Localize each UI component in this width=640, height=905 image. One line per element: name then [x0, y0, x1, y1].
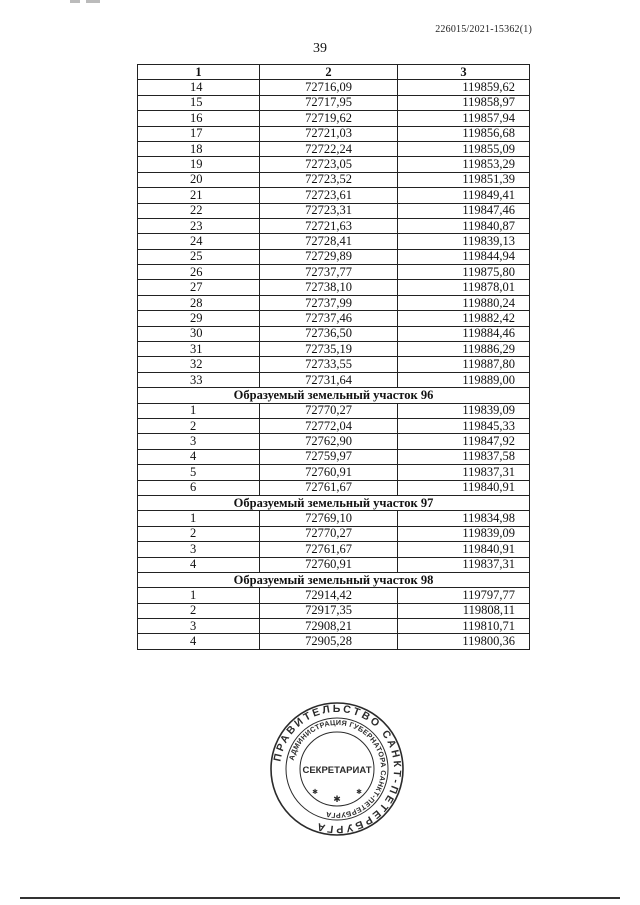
y-coordinate: 119800,36: [398, 634, 530, 649]
y-coordinate: 119857,94: [398, 111, 530, 126]
x-coordinate: 72723,52: [260, 172, 398, 187]
table-row: [138, 403, 530, 418]
x-coordinate: 72760,91: [260, 465, 398, 480]
point-number: 21: [138, 188, 260, 203]
x-coordinate: 72716,09: [260, 80, 398, 95]
table-row: [138, 418, 530, 433]
table-row: [138, 357, 530, 372]
x-coordinate: 72729,89: [260, 249, 398, 264]
x-coordinate: 72762,90: [260, 434, 398, 449]
point-number: 3: [138, 619, 260, 634]
section-title: Образуемый земельный участок 96: [138, 388, 530, 403]
y-coordinate: 119840,87: [398, 218, 530, 233]
x-coordinate: 72731,64: [260, 372, 398, 387]
y-coordinate: 119847,92: [398, 434, 530, 449]
x-coordinate: 72769,10: [260, 511, 398, 526]
table-row: [138, 218, 530, 233]
table-row: [138, 372, 530, 387]
x-coordinate: 72772,04: [260, 418, 398, 433]
point-number: 18: [138, 141, 260, 156]
y-coordinate: 119884,46: [398, 326, 530, 341]
point-number: 1: [138, 588, 260, 603]
seal-star-icon: ✱: [333, 794, 341, 804]
y-coordinate: 119840,91: [398, 480, 530, 495]
point-number: 28: [138, 295, 260, 310]
table-header-row: [138, 65, 530, 80]
point-number: 22: [138, 203, 260, 218]
point-number: 23: [138, 218, 260, 233]
x-coordinate: 72721,63: [260, 218, 398, 233]
table-row: [138, 511, 530, 526]
table-row: [138, 203, 530, 218]
section-title-row: [138, 495, 530, 510]
x-coordinate: 72914,42: [260, 588, 398, 603]
table-row: [138, 434, 530, 449]
point-number: 20: [138, 172, 260, 187]
x-coordinate: 72760,91: [260, 557, 398, 572]
column-header: 3: [398, 65, 530, 80]
y-coordinate: 119840,91: [398, 542, 530, 557]
table-body: [138, 80, 530, 649]
x-coordinate: 72770,27: [260, 403, 398, 418]
table-row: [138, 465, 530, 480]
point-number: 3: [138, 434, 260, 449]
x-coordinate: 72733,55: [260, 357, 398, 372]
table-row: [138, 188, 530, 203]
seal-center-text: СЕКРЕТАРИАТ: [302, 765, 372, 776]
x-coordinate: 72908,21: [260, 619, 398, 634]
point-number: 24: [138, 234, 260, 249]
point-number: 4: [138, 634, 260, 649]
page-bottom-edge: [20, 897, 620, 899]
table-row: [138, 265, 530, 280]
x-coordinate: 72736,50: [260, 326, 398, 341]
point-number: 2: [138, 526, 260, 541]
y-coordinate: 119839,09: [398, 526, 530, 541]
y-coordinate: 119889,00: [398, 372, 530, 387]
table-row: [138, 603, 530, 618]
x-coordinate: 72759,97: [260, 449, 398, 464]
y-coordinate: 119878,01: [398, 280, 530, 295]
y-coordinate: 119875,80: [398, 265, 530, 280]
y-coordinate: 119808,11: [398, 603, 530, 618]
point-number: 30: [138, 326, 260, 341]
x-coordinate: 72723,61: [260, 188, 398, 203]
official-seal: [269, 701, 405, 837]
table-row: [138, 172, 530, 187]
y-coordinate: 119844,94: [398, 249, 530, 264]
table-row: [138, 95, 530, 110]
point-number: 31: [138, 342, 260, 357]
y-coordinate: 119853,29: [398, 157, 530, 172]
table-row: [138, 557, 530, 572]
seal-outer-text: ПРАВИТЕЛЬСТВО САНКТ-ПЕТЕРБУРГА: [271, 702, 404, 836]
scan-artifact: [70, 0, 110, 4]
table-row: [138, 126, 530, 141]
point-number: 27: [138, 280, 260, 295]
point-number: 6: [138, 480, 260, 495]
point-number: 17: [138, 126, 260, 141]
table-row: [138, 157, 530, 172]
point-number: 3: [138, 542, 260, 557]
point-number: 32: [138, 357, 260, 372]
point-number: 2: [138, 418, 260, 433]
point-number: 14: [138, 80, 260, 95]
y-coordinate: 119845,33: [398, 418, 530, 433]
table-row: [138, 80, 530, 95]
x-coordinate: 72737,77: [260, 265, 398, 280]
y-coordinate: 119859,62: [398, 80, 530, 95]
table-row: [138, 295, 530, 310]
column-header: 1: [138, 65, 260, 80]
table-row: [138, 480, 530, 495]
point-number: 25: [138, 249, 260, 264]
table-row: [138, 526, 530, 541]
table-row: [138, 249, 530, 264]
x-coordinate: 72723,31: [260, 203, 398, 218]
x-coordinate: 72761,67: [260, 480, 398, 495]
point-number: 1: [138, 403, 260, 418]
x-coordinate: 72905,28: [260, 634, 398, 649]
y-coordinate: 119837,31: [398, 557, 530, 572]
y-coordinate: 119810,71: [398, 619, 530, 634]
table-row: [138, 588, 530, 603]
point-number: 5: [138, 465, 260, 480]
table-row: [138, 280, 530, 295]
point-number: 29: [138, 311, 260, 326]
table-row: [138, 542, 530, 557]
x-coordinate: 72770,27: [260, 526, 398, 541]
y-coordinate: 119887,80: [398, 357, 530, 372]
x-coordinate: 72719,62: [260, 111, 398, 126]
seal-inner-text: АДМИНИСТРАЦИЯ ГУБЕРНАТОРА САНКТ-ПЕТЕРБУРГА: [286, 717, 389, 821]
x-coordinate: 72721,03: [260, 126, 398, 141]
section-title-row: [138, 572, 530, 587]
y-coordinate: 119837,58: [398, 449, 530, 464]
y-coordinate: 119851,39: [398, 172, 530, 187]
table-row: [138, 311, 530, 326]
section-title: Образуемый земельный участок 98: [138, 572, 530, 587]
point-number: 19: [138, 157, 260, 172]
table-row: [138, 342, 530, 357]
x-coordinate: 72738,10: [260, 280, 398, 295]
y-coordinate: 119886,29: [398, 342, 530, 357]
table-row: [138, 326, 530, 341]
table-row: [138, 619, 530, 634]
x-coordinate: 72728,41: [260, 234, 398, 249]
section-title-row: [138, 388, 530, 403]
section-title: Образуемый земельный участок 97: [138, 495, 530, 510]
seal-star-icon: ✱: [356, 788, 362, 796]
table-row: [138, 634, 530, 649]
x-coordinate: 72717,95: [260, 95, 398, 110]
y-coordinate: 119797,77: [398, 588, 530, 603]
y-coordinate: 119882,42: [398, 311, 530, 326]
x-coordinate: 72917,35: [260, 603, 398, 618]
table-row: [138, 111, 530, 126]
x-coordinate: 72735,19: [260, 342, 398, 357]
x-coordinate: 72723,05: [260, 157, 398, 172]
point-number: 15: [138, 95, 260, 110]
y-coordinate: 119834,98: [398, 511, 530, 526]
y-coordinate: 119839,13: [398, 234, 530, 249]
point-number: 4: [138, 449, 260, 464]
point-number: 1: [138, 511, 260, 526]
coordinates-table: [137, 64, 530, 650]
y-coordinate: 119880,24: [398, 295, 530, 310]
seal-star-icon: ✱: [312, 788, 318, 796]
y-coordinate: 119847,46: [398, 203, 530, 218]
y-coordinate: 119858,97: [398, 95, 530, 110]
table-row: [138, 449, 530, 464]
document-reference: 226015/2021-15362(1): [435, 24, 532, 35]
point-number: 4: [138, 557, 260, 572]
point-number: 2: [138, 603, 260, 618]
table-row: [138, 141, 530, 156]
x-coordinate: 72737,46: [260, 311, 398, 326]
x-coordinate: 72761,67: [260, 542, 398, 557]
y-coordinate: 119839,09: [398, 403, 530, 418]
x-coordinate: 72722,24: [260, 141, 398, 156]
page-number: 39: [313, 41, 327, 56]
y-coordinate: 119856,68: [398, 126, 530, 141]
point-number: 26: [138, 265, 260, 280]
y-coordinate: 119849,41: [398, 188, 530, 203]
y-coordinate: 119837,31: [398, 465, 530, 480]
column-header: 2: [260, 65, 398, 80]
point-number: 33: [138, 372, 260, 387]
y-coordinate: 119855,09: [398, 141, 530, 156]
x-coordinate: 72737,99: [260, 295, 398, 310]
point-number: 16: [138, 111, 260, 126]
table-row: [138, 234, 530, 249]
